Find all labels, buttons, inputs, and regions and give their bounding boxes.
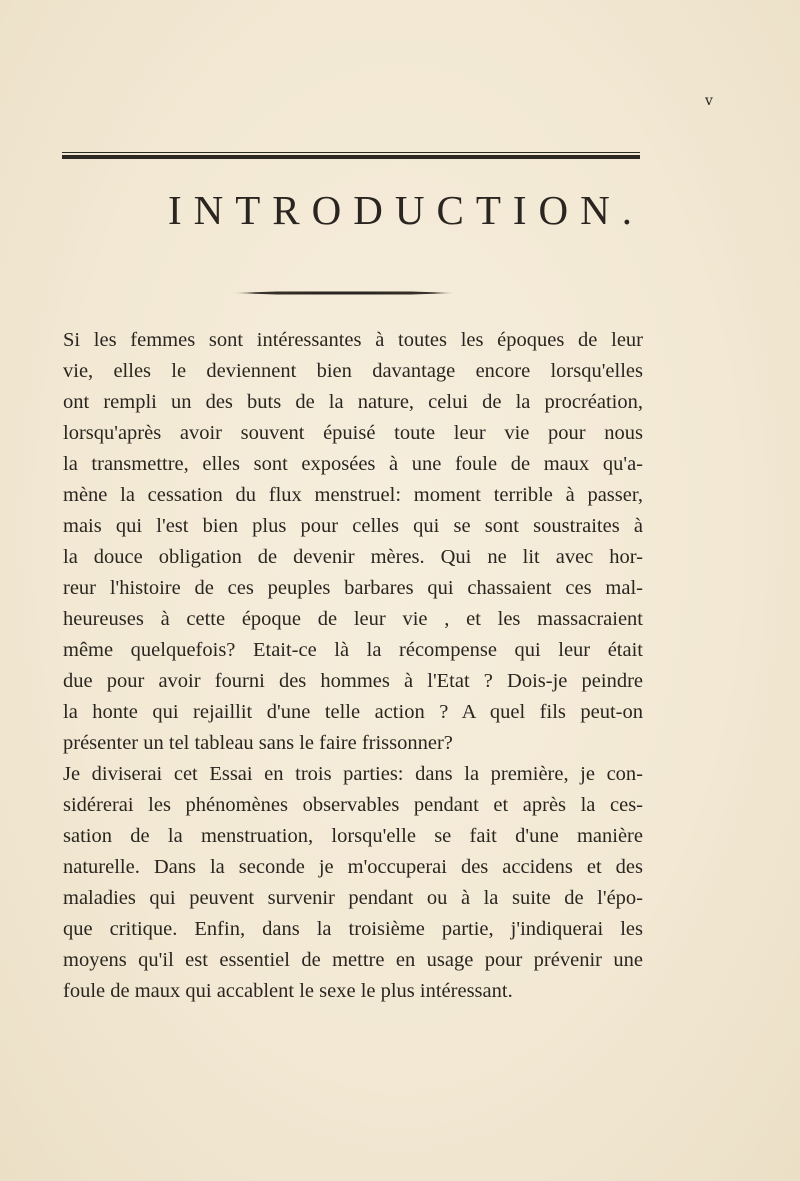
- text-line: Si les femmes sont intéressantes à toutes les époques de leur: [63, 329, 643, 351]
- text-line: la transmettre, elles sont exposées à une foule de maux qu'a-: [63, 453, 643, 475]
- page-number: v: [705, 93, 714, 109]
- text-line: la honte qui rejaillit d'une telle action ? A quel fils peut-on: [63, 701, 643, 723]
- text-line: vie, elles le deviennent bien davantage encore lorsqu'elles: [63, 360, 643, 382]
- text-line: Je diviserai cet Essai en trois parties: dans la première, je con-: [63, 763, 643, 785]
- text-line: que critique. Enfin, dans la troisième partie, j'indiquerai les: [63, 918, 643, 940]
- text-line: ont rempli un des buts de la nature, celui de la procréation,: [63, 391, 643, 413]
- text-line: la douce obligation de devenir mères. Qui ne lit avec hor-: [63, 546, 643, 568]
- top-double-rule: [62, 151, 640, 160]
- text-line: lorsqu'après avoir souvent épuisé toute leur vie pour nous: [63, 422, 643, 444]
- body-paragraphs: [63, 325, 643, 1007]
- text-line: mais qui l'est bien plus pour celles qui se sont soustraites à: [63, 515, 643, 537]
- text-line: reur l'histoire de ces peuples barbares qui chassaient ces mal-: [63, 577, 643, 599]
- page-title: INTRODUCTION.: [168, 187, 644, 233]
- text-line: mène la cessation du flux menstruel: moment terrible à passer,: [63, 484, 643, 506]
- text-line: naturelle. Dans la seconde je m'occuperai des accidens et des: [63, 856, 643, 878]
- ornamental-divider: [232, 290, 456, 296]
- text-line: maladies qui peuvent survenir pendant ou à la suite de l'épo-: [63, 887, 643, 909]
- text-line: sidérerai les phénomènes observables pendant et après la ces-: [63, 794, 643, 816]
- text-line: sation de la menstruation, lorsqu'elle se fait d'une manière: [63, 825, 643, 847]
- text-line: foule de maux qui accablent le sexe le plus intéressant.: [63, 980, 513, 1002]
- text-line: même quelquefois? Etait-ce là la récompense qui leur était: [63, 639, 643, 661]
- text-line: présenter un tel tableau sans le faire frissonner?: [63, 732, 453, 754]
- text-line: heureuses à cette époque de leur vie , et les massacraient: [63, 608, 643, 630]
- text-line: due pour avoir fourni des hommes à l'Etat ? Dois-je peindre: [63, 670, 643, 692]
- text-line: moyens qu'il est essentiel de mettre en usage pour prévenir une: [63, 949, 643, 971]
